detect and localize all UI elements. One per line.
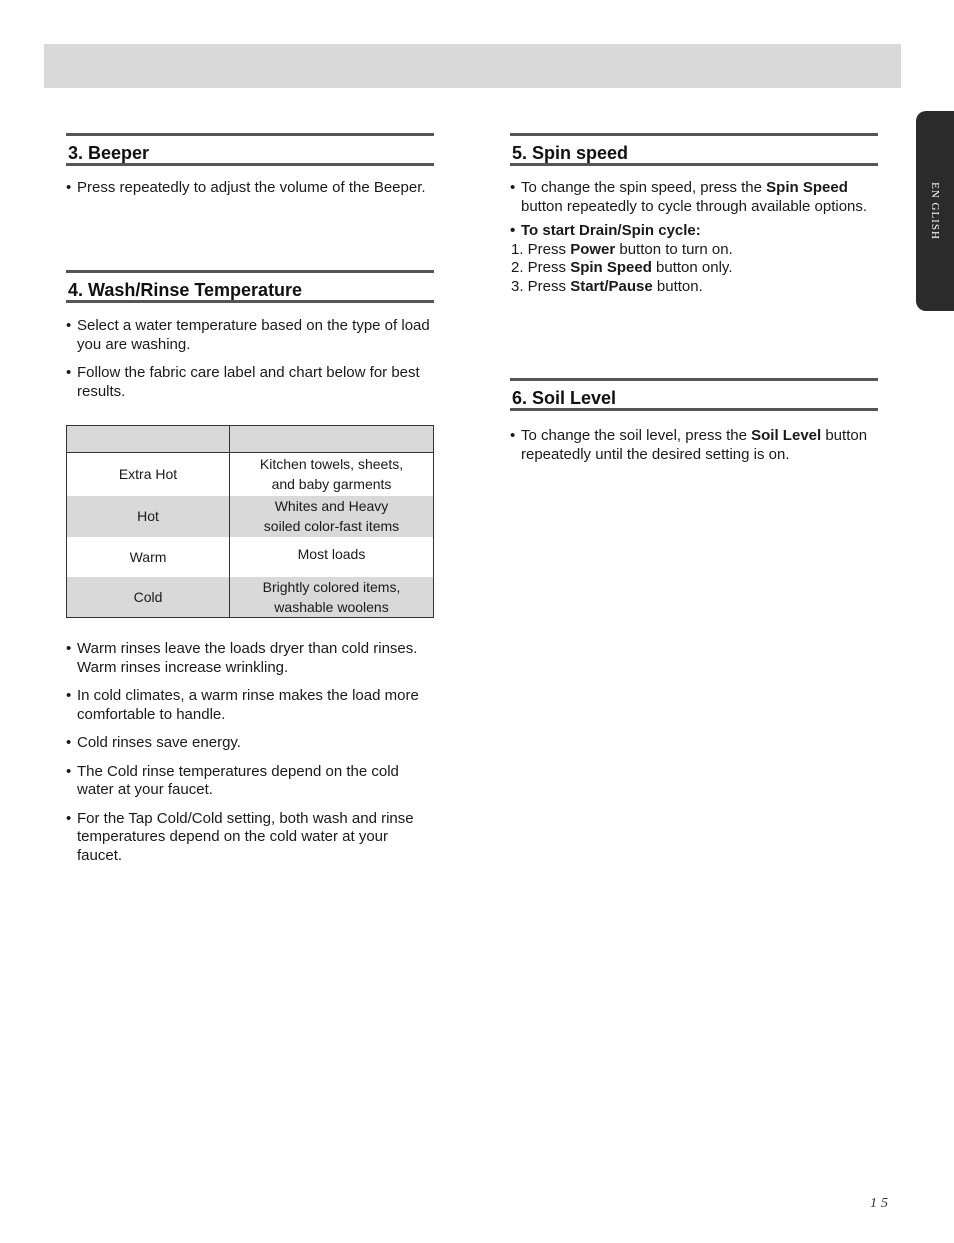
beeper-title: 3. Beeper xyxy=(68,143,150,163)
rinse-bullet: • The Cold rinse temperatures depend on the cold water at your faucet. xyxy=(66,763,434,800)
drain-step: 1. Press Power button to turn on. xyxy=(511,240,733,258)
temp-cell: Warm xyxy=(67,537,230,577)
temperature-section xyxy=(66,270,434,401)
temperature-header xyxy=(66,270,434,303)
temp-cell: Hot xyxy=(67,496,230,537)
spin-bullet: • To change the spin speed, press the Spin Speed button repeatedly to cycle through available options. xyxy=(510,179,878,216)
rinse-bullet: • In cold climates, a warm rinse makes the load more comfortable to handle. xyxy=(66,687,434,724)
drain-step: 2. Press Spin Speed button only. xyxy=(511,259,733,276)
spin-section xyxy=(510,133,878,296)
rinse-notes xyxy=(66,640,434,865)
spin-title: 5. Spin speed xyxy=(512,143,629,163)
use-line: Kitchen towels, sheets, xyxy=(259,456,404,473)
soil-title: 6. Soil Level xyxy=(512,388,617,408)
table-row xyxy=(67,577,434,618)
use-line: Most loads xyxy=(297,545,366,562)
soil-section xyxy=(510,378,878,464)
table-row xyxy=(67,453,434,496)
use-cell xyxy=(230,537,434,577)
temperature-bullet: • Select a water temperature based on the type of load you are washing. xyxy=(66,317,434,354)
beeper-section xyxy=(66,133,434,198)
temp-cell: Extra Hot xyxy=(67,453,230,496)
spin-header xyxy=(510,133,878,166)
table-row xyxy=(67,496,434,537)
rinse-bullet: • Warm rinses leave the loads dryer than cold rinses. Warm rinses increase wrinkling. xyxy=(66,640,434,677)
use-line: and baby garments xyxy=(271,476,392,493)
use-cell xyxy=(230,577,434,618)
beeper-header xyxy=(66,133,434,166)
header-band xyxy=(44,44,901,88)
use-cell xyxy=(230,496,434,537)
rinse-bullet: • For the Tap Cold/Cold setting, both wash and rinse temperatures depend on the cold water at your faucet. xyxy=(66,810,434,866)
use-cell xyxy=(230,453,434,496)
temperature-title: 4. Wash/Rinse Temperature xyxy=(68,280,303,300)
beeper-bullet: • Press repeatedly to adjust the volume of the Beeper. xyxy=(66,179,434,198)
drain-step: 3. Press Start/Pause button. xyxy=(511,277,703,295)
use-line: Brightly colored items, xyxy=(262,578,401,595)
table-row xyxy=(67,537,434,577)
drain-heading: • To start Drain/Spin cycle: xyxy=(510,222,878,241)
use-line: washable woolens xyxy=(274,598,389,615)
language-tab xyxy=(916,111,954,311)
temperature-table xyxy=(66,425,434,618)
language-tab-label: EN GLISH xyxy=(929,182,941,240)
use-line: soiled color-fast items xyxy=(263,518,400,534)
table-header-cell xyxy=(67,426,230,453)
table-header-row xyxy=(67,426,434,453)
page-number: 15 xyxy=(870,1196,892,1211)
soil-bullet: • To change the soil level, press the Soil Level button repeatedly until the desired setting is on. xyxy=(510,427,878,464)
temp-cell: Cold xyxy=(67,577,230,618)
use-line: Whites and Heavy xyxy=(274,498,389,514)
rinse-bullet: • Cold rinses save energy. xyxy=(66,734,434,753)
soil-header xyxy=(510,378,878,411)
temperature-bullet: • Follow the fabric care label and chart below for best results. xyxy=(66,364,434,401)
table-header-cell xyxy=(230,426,434,453)
